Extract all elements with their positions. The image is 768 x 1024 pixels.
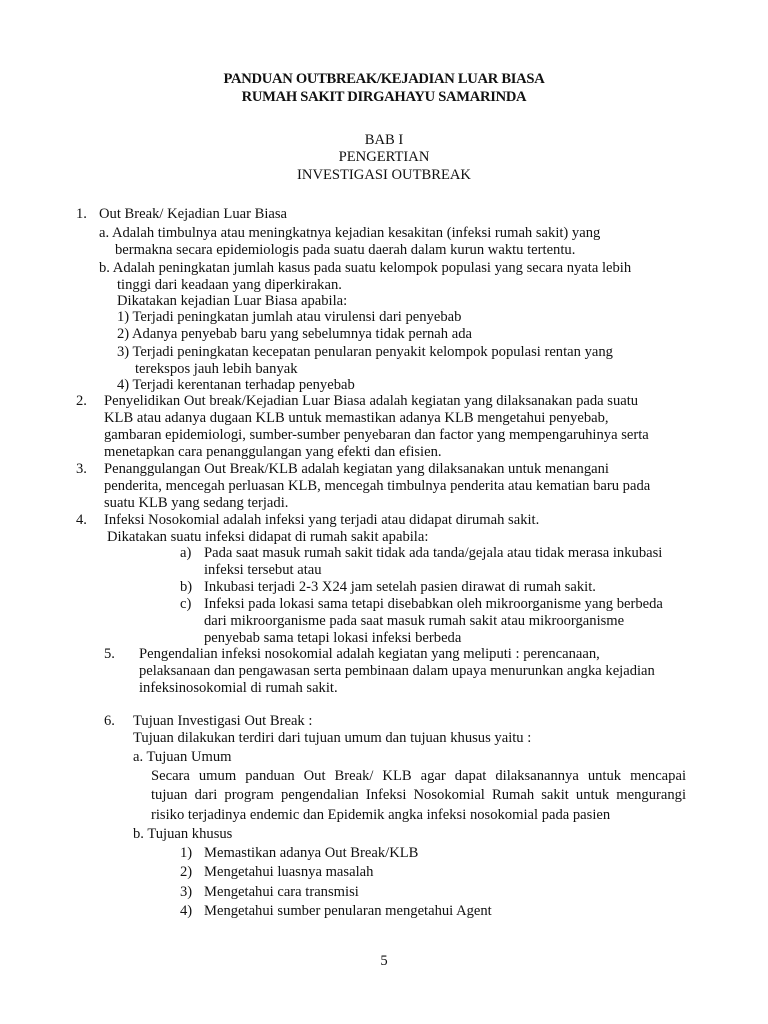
text-line: Dikatakan kejadian Luar Biasa apabila: — [117, 293, 348, 309]
text-line: Dikatakan suatu infeksi didapat di rumah sakit apabila: — [107, 529, 429, 545]
text-line: Mengetahui luasnya masalah — [204, 864, 374, 880]
text-line: 4. — [76, 512, 87, 528]
text-line: a. Tujuan Umum — [133, 749, 232, 765]
text-line: pelaksanaan dan pengawasan serta pembinaan dalam upaya menurunkan angka kejadian — [139, 663, 655, 679]
text-line: Tujuan Investigasi Out Break : — [133, 713, 313, 729]
text-line: infeksinosokomial di rumah sakit. — [139, 680, 338, 696]
chapter-title: PENGERTIAN — [338, 149, 430, 165]
text-line: 4) — [180, 903, 193, 919]
text-line: Penyelidikan Out break/Kejadian Luar Biasa adalah kegiatan yang dilaksanakan pada suatu — [104, 393, 639, 409]
text-line: b) — [180, 579, 193, 595]
text-line: 3. — [76, 461, 87, 477]
text-line: 2) — [180, 864, 193, 880]
text-line: Tujuan dilakukan terdiri dari tujuan umum dan tujuan khusus yaitu : — [133, 730, 532, 746]
text-line: 4) Terjadi kerentanan terhadap penyebab — [117, 377, 355, 393]
text-line: penderita, mencegah perluasan KLB, mencegah timbulnya penderita atau kematian baru pada — [104, 478, 651, 494]
text-line: Memastikan adanya Out Break/KLB — [204, 845, 419, 861]
text-line: 1) Terjadi peningkatan jumlah atau virulensi dari penyebab — [117, 309, 462, 325]
text-line: bermakna secara epidemiologis pada suatu daerah dalam kurun waktu tertentu. — [115, 242, 576, 258]
text-line: Inkubasi terjadi 2-3 X24 jam setelah pasien dirawat di rumah sakit. — [204, 579, 596, 595]
text-line: dari mikroorganisme pada saat masuk rumah sakit atau mikroorganisme — [204, 613, 625, 629]
text-line: Pada saat masuk rumah sakit tidak ada tanda/gejala atau tidak merasa inkubasi — [204, 545, 663, 561]
text-line: c) — [180, 596, 192, 612]
hospital-name: RUMAH SAKIT DIRGAHAYU SAMARINDA — [241, 89, 527, 105]
text-line: suatu KLB yang sedang terjadi. — [104, 495, 289, 511]
text-line: tujuan dari program pengendalian Infeksi Nosokomial Rumah sakit untuk mengurangi — [151, 787, 686, 803]
section-title: INVESTIGASI OUTBREAK — [297, 167, 471, 183]
text-line: Penanggulangan Out Break/KLB adalah kegiatan yang dilaksanakan untuk menangani — [104, 461, 609, 477]
page-number: 5 — [380, 953, 388, 969]
text-line: KLB atau adanya dugaan KLB untuk memastikan adanya KLB mengetahui penyebab, — [104, 410, 609, 426]
text-line: 5. — [104, 646, 115, 662]
text-line: Secara umum panduan Out Break/ KLB agar dapat dilaksanannya untuk mencapai — [151, 768, 686, 784]
chapter-heading: BAB I — [364, 132, 404, 148]
text-line: 1. — [76, 206, 87, 222]
text-line: a. Adalah timbulnya atau meningkatnya kejadian kesakitan (infeksi rumah sakit) yang — [99, 225, 601, 241]
text-line: 1) — [180, 845, 193, 861]
text-line: penyebab sama tetapi lokasi infeksi berbeda — [204, 630, 462, 646]
text-line: b. Adalah peningkatan jumlah kasus pada suatu kelompok populasi yang secara nyata lebih — [99, 260, 632, 276]
text-line: gambaran epidemiologi, sumber-sumber penyebaran dan factor yang mempengaruhinya serta — [104, 427, 649, 443]
text-line: a) — [180, 545, 192, 561]
text-line: tinggi dari keadaan yang diperkirakan. — [117, 277, 342, 293]
text-line: Infeksi Nosokomial adalah infeksi yang terjadi atau didapat dirumah sakit. — [104, 512, 540, 528]
text-line: infeksi tersebut atau — [204, 562, 322, 578]
text-line: Out Break/ Kejadian Luar Biasa — [99, 206, 288, 222]
text-line: Pengendalian infeksi nosokomial adalah kegiatan yang meliputi : perencanaan, — [139, 646, 600, 662]
text-line: Mengetahui sumber penularan mengetahui Agent — [204, 903, 492, 919]
text-line: b. Tujuan khusus — [133, 826, 233, 842]
text-line: 3) Terjadi peningkatan kecepatan penularan penyakit kelompok populasi rentan yang — [117, 344, 613, 360]
text-line: 2. — [76, 393, 87, 409]
text-line: menetapkan cara penanggulangan yang efekti dan efisien. — [104, 444, 442, 460]
document-title: PANDUAN OUTBREAK/KEJADIAN LUAR BIASA — [223, 71, 545, 87]
text-line: risiko terjadinya endemic dan Epidemik angka infeksi nosokomial pada pasien — [151, 807, 611, 823]
text-line: Infeksi pada lokasi sama tetapi disebabkan oleh mikroorganisme yang berbeda — [204, 596, 663, 612]
text-line: Mengetahui cara transmisi — [204, 884, 359, 900]
text-line: 3) — [180, 884, 193, 900]
text-line: 2) Adanya penyebab baru yang sebelumnya tidak pernah ada — [117, 326, 472, 342]
text-line: terekspos jauh lebih banyak — [135, 361, 298, 377]
text-line: 6. — [104, 713, 115, 729]
